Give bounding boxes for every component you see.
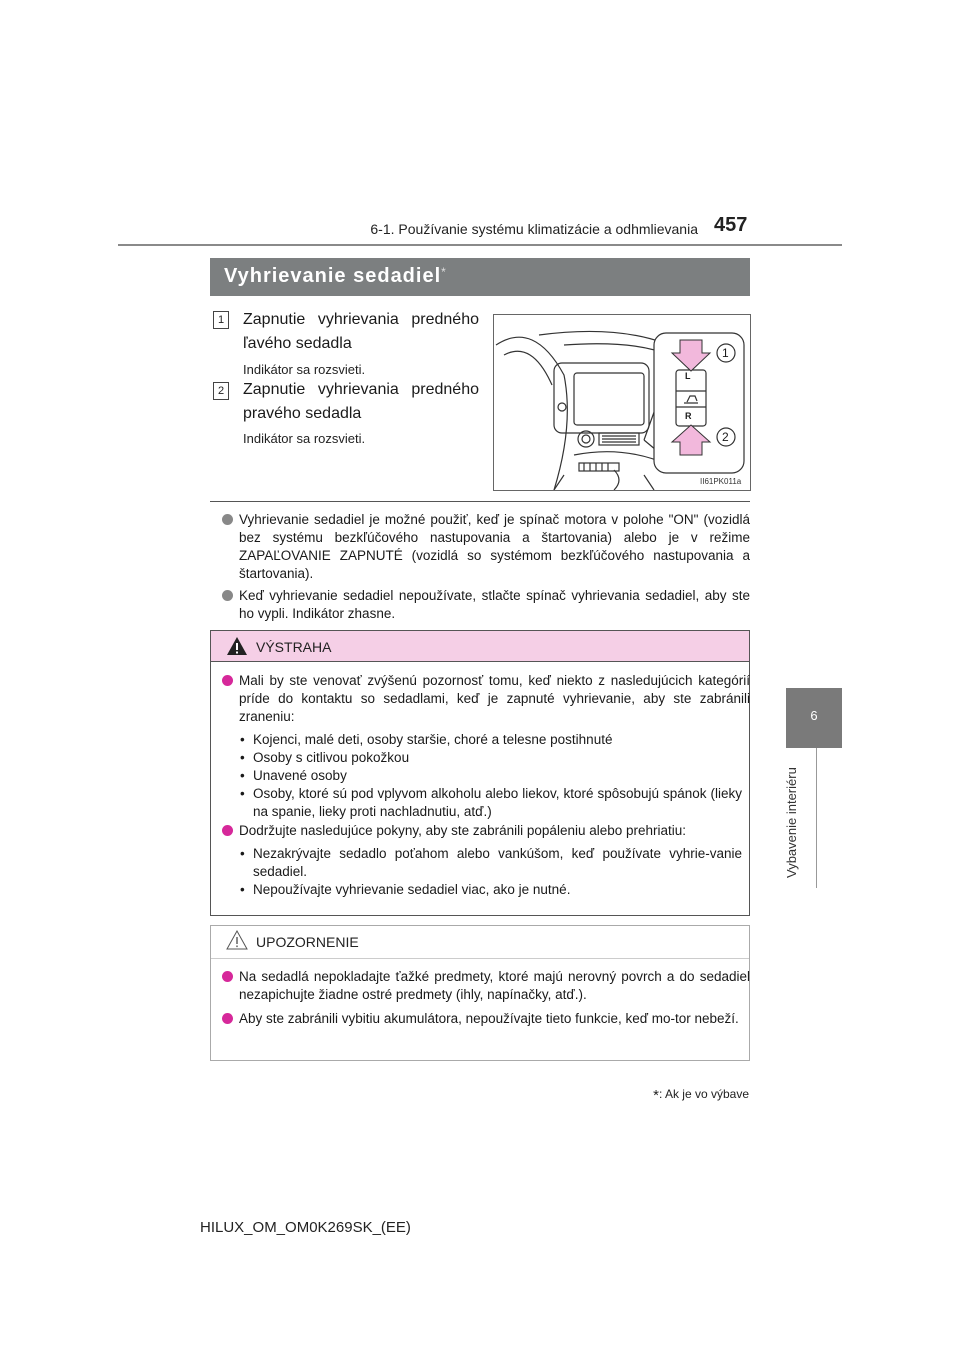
- switch-label-right: R: [685, 411, 692, 421]
- footnote: [560, 1087, 749, 1104]
- switch-label-left: L: [685, 371, 691, 381]
- list-item: • Osoby, ktoré sú pod vplyvom alkoholu alebo liekov, ktoré spôsobujú spánok (lieky na spanie, lieky proti nachladnutiu, atď.): [240, 785, 742, 821]
- bullet-dot: [222, 590, 233, 601]
- warning-item-2: [222, 822, 750, 842]
- figure-code: II61PK011a: [700, 477, 742, 486]
- warning-title: VÝSTRAHA: [256, 639, 332, 655]
- warning-item-1-text: Mali by ste venovať zvýšenú pozornosť tomu, keď niekto z nasledujúcich kategórií príde do kontaktu so sedadlami, keď je zapnuté vyhrievanie, aby ste zabránili zraneniu:: [239, 673, 750, 724]
- document-code: HILUX_OM_OM0K269SK_(EE): [200, 1219, 411, 1236]
- chapter-tab-line: [816, 748, 817, 888]
- running-header-section: 6-1. Používanie systému klimatizácie a odhmlievania: [370, 221, 698, 237]
- warning-item-1-list: [222, 731, 750, 821]
- asterisk-mark: *: [653, 1087, 659, 1104]
- notice-item-2-text: Aby ste zabránili vybitiu akumulátora, nepoužívajte tieto funkcie, keď mo-tor nebeží.: [239, 1011, 739, 1026]
- asterisk-mark: *: [441, 265, 447, 279]
- notice-rule: [211, 958, 749, 959]
- footnote-text: : Ak je vo výbave: [658, 1087, 749, 1101]
- warning-item-1: [222, 672, 750, 732]
- bullet-dot: [222, 971, 233, 982]
- info-bullet-1: [222, 511, 750, 585]
- list-item: • Osoby s citlivou pokožkou: [240, 749, 742, 767]
- item-2-title: Zapnutie vyhrievania predného pravého sedadla: [243, 381, 479, 422]
- bullet-dot: [222, 675, 233, 686]
- section-title-text: Vyhrievanie sedadiel: [224, 265, 442, 287]
- item-number-2: 2: [213, 382, 229, 400]
- chapter-tab-number: 6: [810, 708, 818, 723]
- notice-item-1-text: Na sedadlá nepokladajte ťažké predmety, ktoré majú nerovný povrch a do sedadiel nezapichujte žiadne ostré predmety (ihly, napínačky, atď.).: [239, 969, 750, 1002]
- item-2-sub: Indikátor sa rozsvieti.: [243, 431, 366, 446]
- page-number: 457: [714, 214, 748, 236]
- warning-triangle-icon: [226, 636, 248, 656]
- bullet-dot: [222, 514, 233, 525]
- callout-1: 1: [722, 346, 729, 360]
- notice-item-1: [222, 968, 750, 1008]
- warning-item-2-text: Dodržujte nasledujúce pokyny, aby ste zabránili popáleniu alebo prehriatiu:: [239, 823, 687, 838]
- notice-item-2: [222, 1010, 750, 1050]
- info-bullet-2: [222, 587, 750, 627]
- chapter-tab-label: Vybavenie interiéru: [784, 767, 799, 878]
- list-item: • Unavené osoby: [240, 767, 742, 785]
- bullet-dot: [222, 1013, 233, 1024]
- list-item: • Kojenci, malé deti, osoby staršie, choré a telesne postihnuté: [240, 731, 742, 749]
- section-title: [224, 265, 447, 288]
- header-rule: [118, 244, 842, 246]
- chapter-tab-label-wrap: [784, 748, 802, 878]
- caution-triangle-icon: [226, 930, 248, 950]
- callout-2: 2: [722, 430, 729, 444]
- notice-title: UPOZORNENIE: [256, 934, 359, 950]
- list-item: • Nepoužívajte vyhrievanie sedadiel viac, ako je nutné.: [240, 881, 742, 899]
- warning-item-2-list: [222, 845, 750, 905]
- item-1-title: Zapnutie vyhrievania predného ľavého sedadla: [243, 311, 479, 352]
- dashboard-drawing: [494, 315, 750, 490]
- bullet-dot: [222, 825, 233, 836]
- info-bullet-1-text: Vyhrievanie sedadiel je možné použiť, keď je spínač motora v polohe "ON" (vozidlá bez systému bezkľúčového nastupovania a štartovania) alebo je v režime ZAPAĽOVANIE ZAPNUTÉ (vozidlá so systémom bezkľúčového nastupovania a štartovania).: [239, 512, 750, 581]
- item-1-sub: Indikátor sa rozsvieti.: [243, 362, 366, 377]
- dashboard-illustration: [493, 314, 751, 491]
- list-item: • Nezakrývajte sedadlo poťahom alebo vankúšom, keď používate vyhrie-vanie sedadiel.: [240, 845, 742, 881]
- info-bullet-2-text: Keď vyhrievanie sedadiel nepoužívate, stlačte spínač vyhrievania sedadiel, aby ste ho vypli. Indikátor zhasne.: [239, 588, 750, 621]
- section-separator: [210, 501, 750, 502]
- item-number-1: 1: [213, 311, 229, 329]
